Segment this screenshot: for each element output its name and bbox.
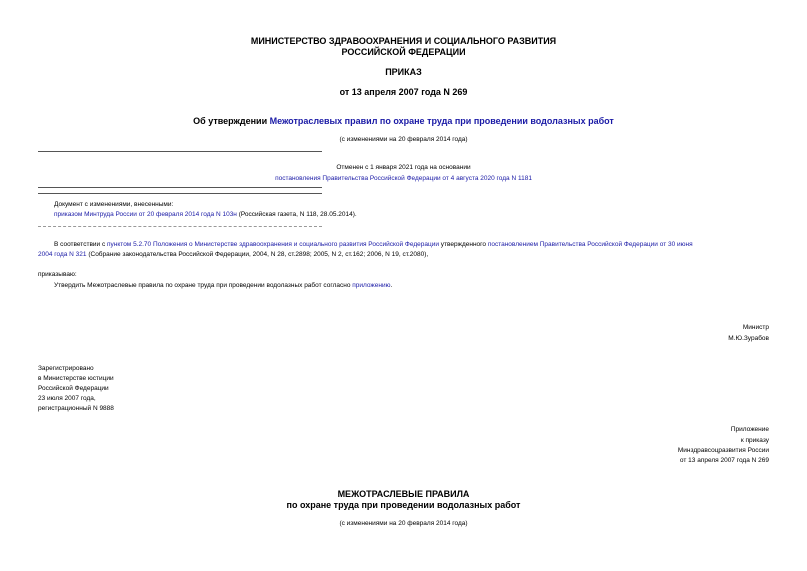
amendment-note: (с изменениями на 20 февраля 2014 года)	[339, 136, 468, 143]
preamble-text: утвержденного	[438, 241, 488, 248]
ministry-name-line2: РОССИЙСКОЙ ФЕДЕРАЦИИ	[341, 47, 466, 57]
separator-line	[38, 187, 322, 188]
separator-line	[38, 226, 322, 227]
rules-amendment-note: (с изменениями на 20 февраля 2014 года)	[339, 520, 468, 527]
registration-line: 23 июля 2007 года,	[38, 395, 96, 402]
rules-title: МЕЖОТРАСЛЕВЫЕ ПРАВИЛА	[337, 489, 470, 499]
cancellation-note: Отменен с 1 января 2021 года на основании	[336, 164, 471, 171]
order-statement: Утвердить Межотраслевые правила по охране труда при проведении водолазных работ согласно	[54, 282, 353, 289]
regulation-link[interactable]: пунктом 5.2.70 Положения о Министерстве здравоохранения и социального развития Российской Федерации	[107, 241, 439, 248]
signature-position: Министр	[742, 324, 769, 331]
amending-order-link[interactable]: приказом Минтруда России от 20 февраля 2014 года N 103н	[54, 211, 237, 218]
rules-subtitle: по охране труда при проведении водолазных работ	[286, 500, 521, 510]
preamble-text: (Собрание законодательства Российской Федерации, 2004, N 28, ст.2898; 2005, N 2, ст.162; 2006, N 19, ст.2080),	[86, 251, 429, 258]
ministry-name-line1: МИНИСТЕРСТВО ЗДРАВООХРАНЕНИЯ И СОЦИАЛЬНОГО РАЗВИТИЯ	[250, 36, 557, 46]
document-type: ПРИКАЗ	[385, 67, 422, 77]
order-text	[54, 282, 392, 289]
document-title	[0, 116, 807, 126]
document-date-number: от 13 апреля 2007 года N 269	[339, 87, 468, 97]
registration-number: регистрационный N 9888	[38, 405, 114, 412]
signature-name: М.Ю.Зурабов	[728, 335, 769, 342]
government-decree-link[interactable]: постановлением Правительства Российской Федерации от 30 июня	[487, 241, 693, 248]
order-end: .	[390, 282, 393, 289]
registration-line: Российской Федерации	[38, 385, 109, 392]
preamble-line2	[38, 251, 428, 258]
appendix-line: от 13 апреля 2007 года N 269	[679, 457, 769, 464]
registration-line: Зарегистрировано	[38, 365, 94, 372]
appendix-label: Приложение	[730, 426, 769, 433]
cancellation-decree-link[interactable]: постановления Правительства Российской Федерации от 4 августа 2020 года N 1181	[275, 175, 532, 182]
appendix-line: к приказу	[740, 437, 769, 444]
order-verb: приказываю:	[38, 271, 77, 278]
separator-line	[38, 193, 322, 194]
changes-label: Документ с изменениями, внесенными:	[54, 201, 174, 208]
appendix-line: Минздравсоцразвития России	[677, 447, 769, 454]
preamble-line1	[54, 241, 693, 248]
rules-link[interactable]: Межотраслевых правил по охране труда при проведении водолазных работ	[269, 116, 614, 126]
preamble-text: В соответствии с	[54, 241, 108, 248]
document-title-prefix: Об утверждении	[193, 116, 270, 126]
registration-line: в Министерстве юстиции	[38, 375, 114, 382]
changes-source: (Российская газета, N 118, 28.05.2014).	[236, 211, 357, 218]
government-decree-link-cont[interactable]: 2004 года N 321	[38, 251, 87, 258]
appendix-link[interactable]: приложению	[352, 282, 391, 289]
changes-line	[54, 211, 357, 218]
separator-line	[38, 151, 322, 152]
